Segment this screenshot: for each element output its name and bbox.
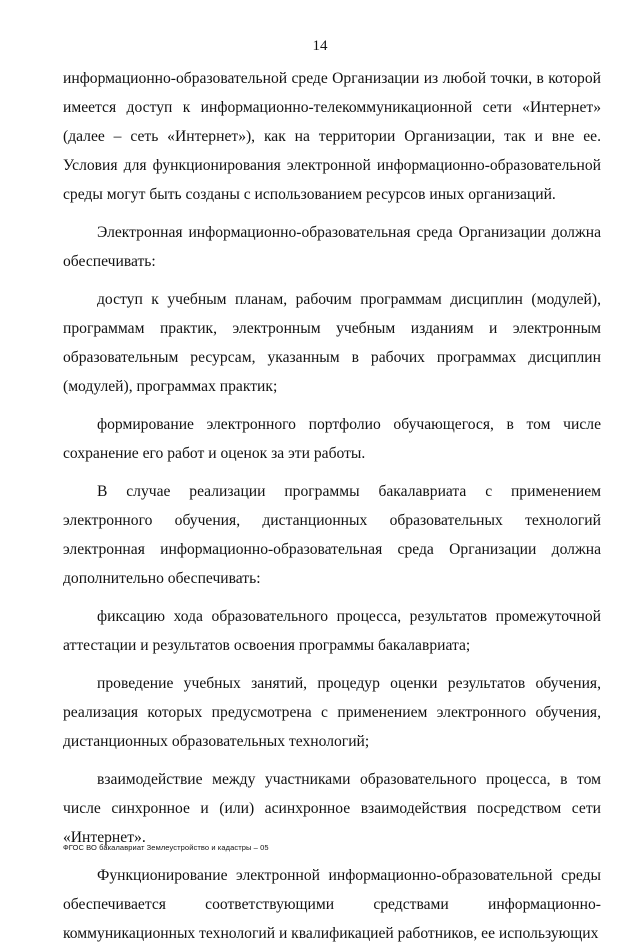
paragraph: Функционирование электронной информационно-образовательной среды обеспечивается соответствующими средствами информационно-коммуникационных технологий и квалификацией работников, ее использующих	[63, 867, 601, 942]
paragraph: формирование электронного портфолио обучающегося, в том числе сохранение его работ и оценок за эти работы.	[63, 416, 601, 462]
paragraph: проведение учебных занятий, процедур оценки результатов обучения, реализация которых предусмотрена с применением электронного обучения, дистанционных образовательных технологий;	[63, 675, 601, 750]
footer-note: ФГОС ВО бакалавриат Землеустройство и кадастры – 05	[63, 843, 269, 852]
paragraph: фиксацию хода образовательного процесса, результатов промежуточной аттестации и результатов освоения программы бакалавриата;	[63, 608, 601, 654]
paragraph: В случае реализации программы бакалавриата с применением электронного обучения, дистанционных образовательных технологий электронная информационно-образовательная среда Организации должна дополнительно обеспечивать:	[63, 483, 601, 587]
body-text	[63, 64, 601, 948]
paragraph: взаимодействие между участниками образовательного процесса, в том числе синхронное и (или) асинхронное взаимодействия посредством сети «Интернет».	[63, 771, 601, 846]
page-number: 14	[312, 38, 328, 54]
paragraph-continuation: информационно-образовательной среде Организации из любой точки, в которой имеется доступ к информационно-телекоммуникационной сети «Интернет» (далее – сеть «Интернет»), как на территории Организации, так и вне ее. Условия для функционирования электронной информационно-образовательной среды могут быть созданы с использованием ресурсов иных организаций.	[63, 70, 601, 203]
paragraph: Электронная информационно-образовательная среда Организации должна обеспечивать:	[63, 224, 601, 270]
paragraph: доступ к учебным планам, рабочим программам дисциплин (модулей), программам практик, электронным учебным изданиям и электронным образовательным ресурсам, указанным в рабочих программах дисциплин (модулей), программах практик;	[63, 291, 601, 395]
